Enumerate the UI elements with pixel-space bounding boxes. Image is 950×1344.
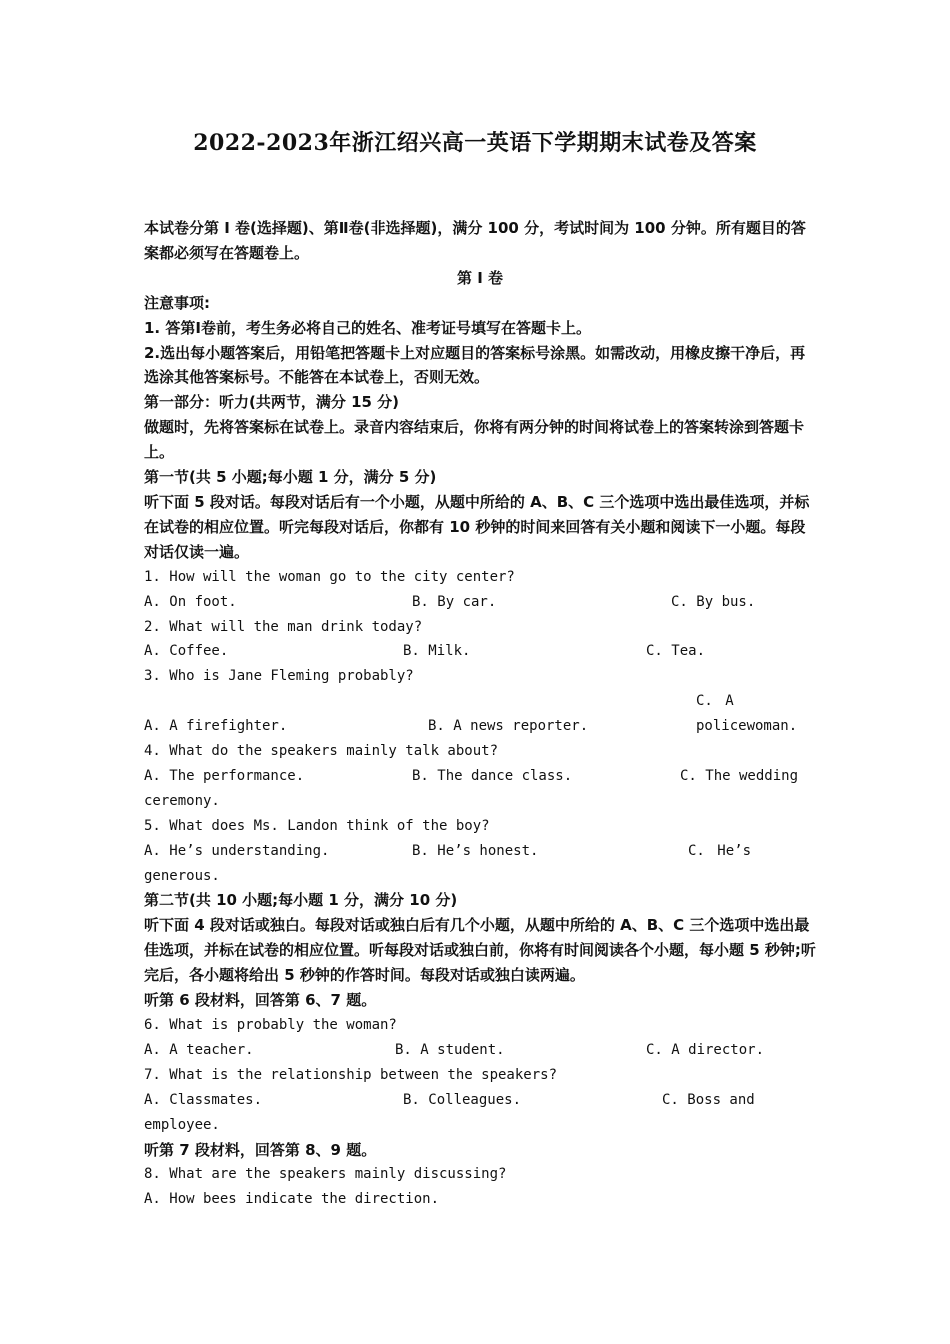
option-c: C. A policewoman.: [696, 693, 798, 735]
intro-paragraph: 本试卷分第 I 卷(选择题)、第Ⅱ卷(非选择题)，满分 100 分，考试时间为 100 分钟。所有题目的答案都必须写在答题卷上。: [144, 219, 806, 262]
question-4: 4. What do the speakers mainly talk about?: [144, 743, 499, 760]
question-7-options: [144, 1088, 816, 1138]
question-8-option-a: A. How bees indicate the direction.: [144, 1191, 440, 1208]
question-5: 5. What does Ms. Landon think of the boy?: [144, 817, 490, 834]
option-c: C. A director.: [646, 1041, 765, 1058]
part1-description: 做题时，先将答案标在试卷上。录音内容结束后，你将有两分钟的时间将试卷上的答案转涂到答题卡上。: [144, 418, 805, 462]
question-6-options: [144, 1038, 816, 1063]
question-1: 1. How will the woman go to the city center?: [144, 568, 515, 585]
question-1-options: [144, 590, 816, 615]
option-c: C. He’s generous.: [144, 842, 752, 884]
question-3-options: [144, 689, 816, 739]
section2-heading: 第二节(共 10 小题;每小题 1 分，满分 10 分): [144, 891, 458, 910]
option-c: C. Boss and employee.: [144, 1091, 755, 1133]
option-a: A. A firefighter.: [144, 718, 288, 735]
option-a: A. The performance.: [144, 767, 305, 784]
option-a: A. Classmates.: [144, 1091, 263, 1108]
option-a: A. He’s understanding.: [144, 842, 330, 859]
option-c: C. Tea.: [646, 643, 706, 660]
material-6-heading: 听第 6 段材料，回答第 6、7 题。: [144, 991, 377, 1010]
volume-heading: 第 I 卷: [456, 268, 504, 287]
option-c: C. The wedding ceremony.: [144, 767, 799, 809]
section1-heading: 第一节(共 5 小题;每小题 1 分，满分 5 分): [144, 468, 437, 487]
option-b: B. A student.: [395, 1041, 505, 1058]
section1-description: 听下面 5 段对话。每段对话后有一个小题，从题中所给的 A、B、C 三个选项中选出最佳选项，并标在试卷的相应位置。听完每段对话后，你都有 10 秒钟的时间来回答有关小题和阅读下一小题。每段对话仅读一遍。: [144, 492, 810, 561]
document-title: 2022-2023年浙江绍兴高一英语下学期期末试卷及答案: [193, 130, 757, 156]
option-a: A. Coffee.: [144, 643, 229, 660]
document-body: [144, 216, 816, 1212]
question-7: 7. What is the relationship between the speakers?: [144, 1066, 558, 1083]
option-b: B. By car.: [412, 593, 497, 610]
option-b: B. Milk.: [403, 643, 471, 660]
option-a: A. On foot.: [144, 593, 237, 610]
question-4-options: [144, 764, 816, 814]
notice-item-2: 2.选出每小题答案后，用铅笔把答题卡上对应题目的答案标号涂黑。如需改动，用橡皮擦干净后，再选涂其他答案标号。不能答在本试卷上，否则无效。: [144, 343, 806, 387]
question-5-options: [144, 839, 816, 889]
question-8: 8. What are the speakers mainly discussing?: [144, 1166, 507, 1183]
question-2-options: [144, 639, 816, 664]
section2-description: 听下面 4 段对话或独白。每段对话或独白后有几个小题，从题中所给的 A、B、C 三个选项中选出最佳选项，并标在试卷的相应位置。听每段对话或独白前，你将有时间阅读各个小题，每小题 5 秒钟;听完后，各小题将给出 5 秒钟的作答时间。每段对话或独白读两遍。: [144, 916, 816, 985]
option-c: C. By bus.: [671, 593, 756, 610]
notice-item-1: 1. 答第Ⅰ卷前，考生务必将自己的姓名、准考证号填写在答题卡上。: [144, 318, 591, 337]
option-b: B. A news reporter.: [428, 718, 589, 735]
question-3: 3. Who is Jane Fleming probably?: [144, 668, 414, 685]
option-b: B. He’s honest.: [412, 842, 539, 859]
option-a: A. A teacher.: [144, 1041, 254, 1058]
option-b: B. Colleagues.: [403, 1091, 522, 1108]
question-6: 6. What is probably the woman?: [144, 1017, 397, 1033]
material-7-heading: 听第 7 段材料，回答第 8、9 题。: [144, 1140, 377, 1159]
part1-heading: 第一部分：听力(共两节，满分 15 分): [144, 393, 400, 412]
notice-heading: 注意事项:: [144, 293, 210, 312]
question-2: 2. What will the man drink today?: [144, 618, 423, 635]
option-b: B. The dance class.: [412, 767, 573, 784]
